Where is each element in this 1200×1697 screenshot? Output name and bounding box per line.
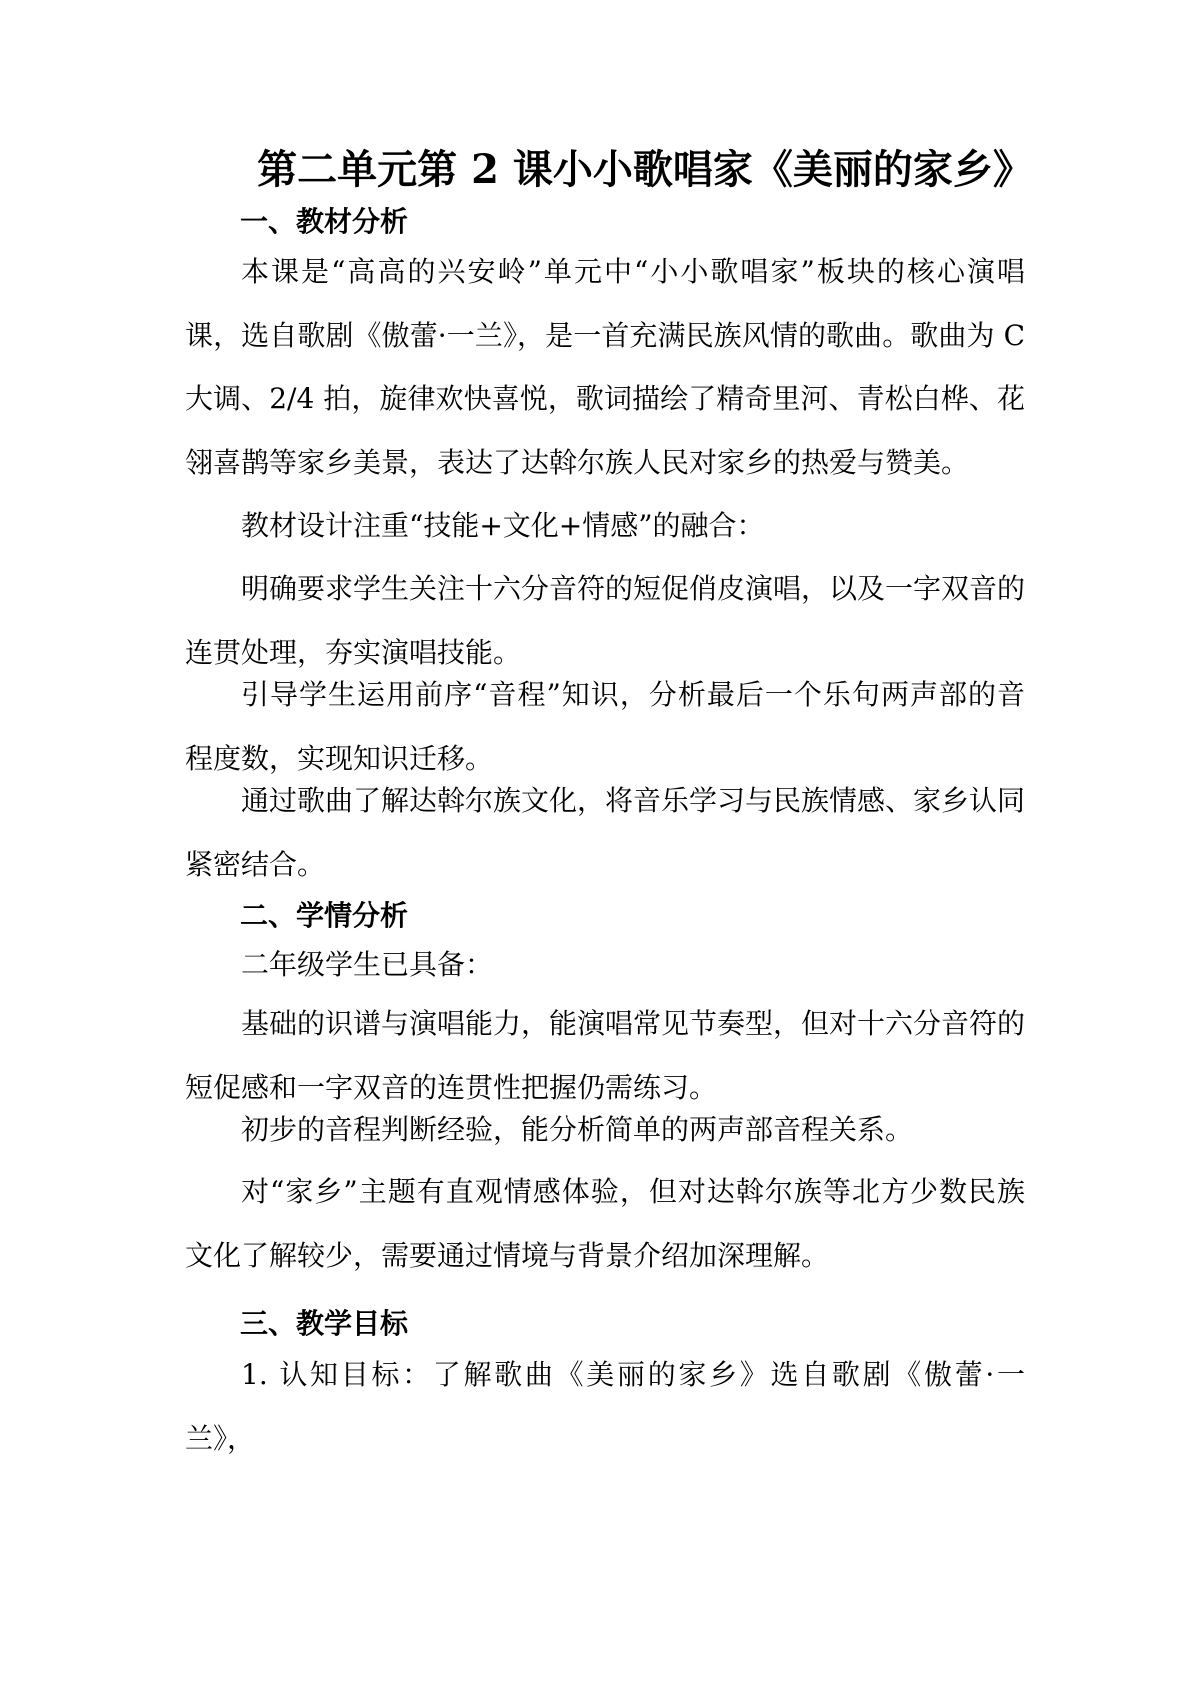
paragraph-lesson-overview: 本课是“高高的兴安岭”单元中“小小歌唱家”板块的核心演唱课，选自歌剧《傲蕾·一兰》，是一首充满民族风情的歌曲。歌曲为 C 大调、2/4 拍，旋律欢快喜悦，歌词描绘了精奇里河、青松白桦、花翎喜鹊等家乡美景，表达了达斡尔族人民对家乡的热爱与赞美。	[185, 255, 1025, 479]
section-heading-student-analysis: 二、学情分析	[240, 899, 409, 932]
document-title: 第二单元第 2 课小小歌唱家《美丽的家乡》	[257, 146, 1033, 193]
paragraph-skill-requirement: 明确要求学生关注十六分音符的短促俏皮演唱，以及一字双音的连贯处理，夯实演唱技能。	[185, 572, 1026, 669]
paragraph-design-focus: 教材设计注重“技能+文化+情感”的融合：	[241, 509, 765, 542]
paragraph-culture-emotion: 通过歌曲了解达斡尔族文化，将音乐学习与民族情感、家乡认同紧密结合。	[185, 784, 1026, 881]
paragraph-student-basis: 二年级学生已具备：	[241, 948, 494, 981]
section-heading-textbook-analysis: 一、教材分析	[240, 205, 409, 238]
paragraph-reading-singing: 基础的识谱与演唱能力，能演唱常见节奏型，但对十六分音符的短促感和一字双音的连贯性把握仍需练习。	[185, 1007, 1026, 1104]
paragraph-interval-experience: 初步的音程判断经验，能分析简单的两声部音程关系。	[241, 1113, 914, 1146]
paragraph-interval-knowledge: 引导学生运用前序“音程”知识，分析最后一个乐句两声部的音程度数，实现知识迁移。	[185, 678, 1025, 775]
paragraph-hometown-theme: 对“家乡”主题有直观情感体验，但对达斡尔族等北方少数民族文化了解较少，需要通过情境与背景介绍加深理解。	[185, 1175, 1025, 1272]
section-heading-teaching-goals: 三、教学目标	[240, 1307, 409, 1340]
paragraph-cognitive-goal: 1. 认知目标：了解歌曲《美丽的家乡》选自歌剧《傲蕾·一兰》，	[185, 1358, 1025, 1455]
